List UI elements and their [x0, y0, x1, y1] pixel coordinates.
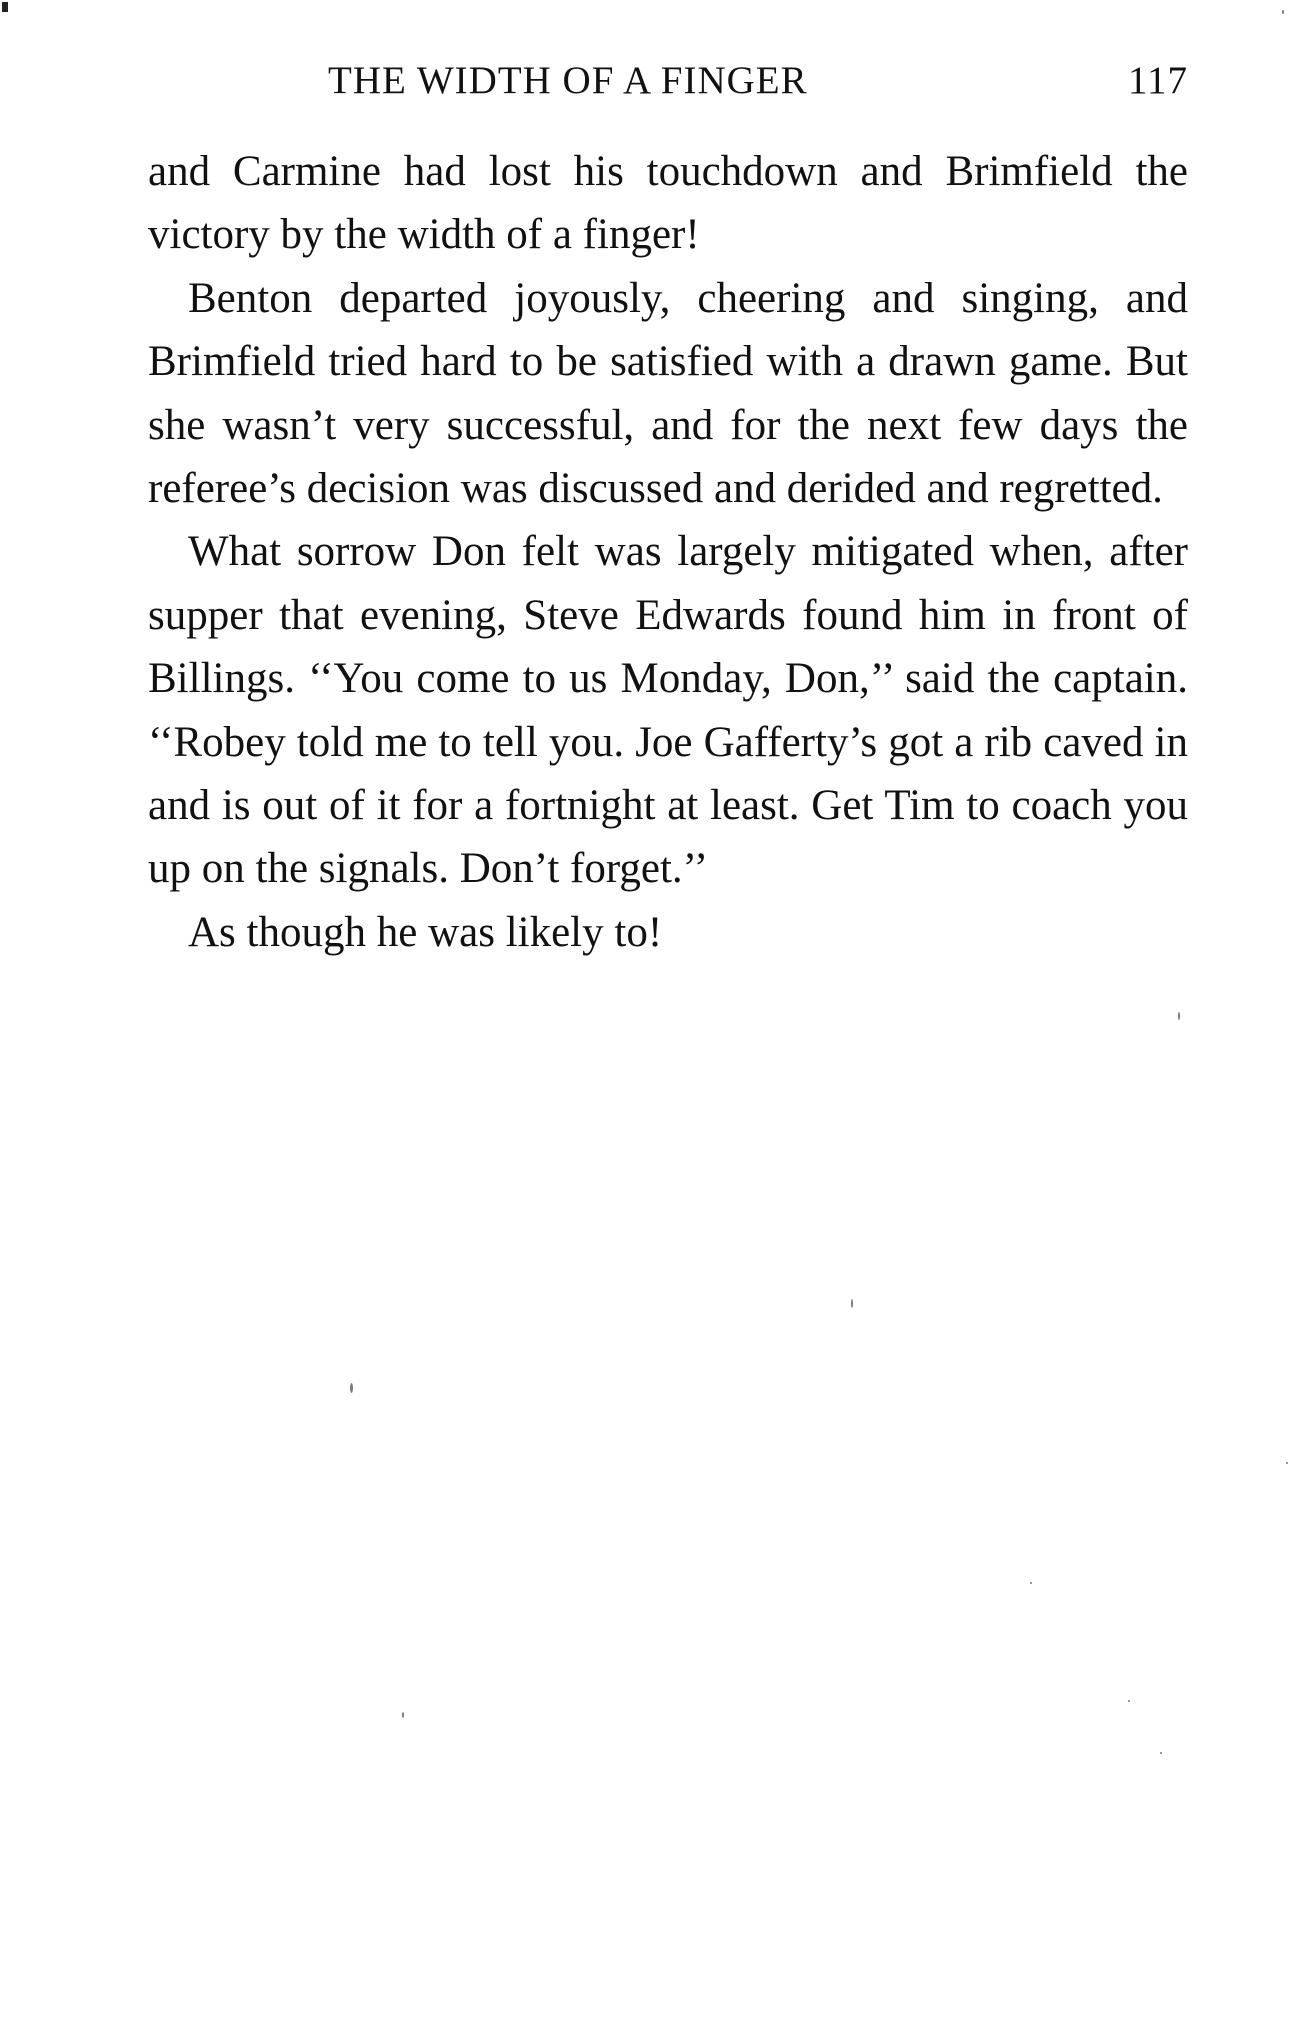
paragraph-sorrow: What sorrow Don felt was largely mitigated when, after supper that evening, Steve Edwards found him in front of Billings. ‘‘You come to us Monday, Don,’’ said the captain. ‘‘Robey told me to tell you. Joe Gafferty’s got a rib caved in and is out of it for a fortnight at least. Get Tim to coach you up on the signals. Don’t forget.’’	[148, 528, 1188, 893]
scan-speck	[1160, 1752, 1162, 1754]
body-text	[148, 140, 1188, 964]
scan-speck	[851, 1299, 853, 1308]
scan-speck	[1128, 1700, 1130, 1702]
running-head	[148, 58, 1188, 118]
scan-speck	[2, 2, 8, 12]
scan-speck	[1286, 1462, 1288, 1464]
paragraph-continuation: and Carmine had lost his touchdown and Brimfield the victory by the width of a finger!	[148, 148, 1188, 259]
page-number: 117	[1127, 59, 1188, 102]
paragraph-benton: Benton departed joyously, cheering and singing, and Brimfield tried hard to be satisfied with a drawn game. But she wasn’t very successful, and for the next few days the referee’s decision was discussed and derided and regretted.	[148, 274, 1188, 513]
scan-speck	[1178, 1012, 1180, 1020]
scan-speck	[1030, 1582, 1032, 1584]
paragraph-closing: As though he was likely to!	[188, 908, 663, 956]
scan-speck	[350, 1383, 353, 1393]
scan-speck	[402, 1712, 404, 1718]
scan-speck	[1282, 10, 1284, 14]
running-title: THE WIDTH OF A FINGER	[328, 59, 808, 102]
